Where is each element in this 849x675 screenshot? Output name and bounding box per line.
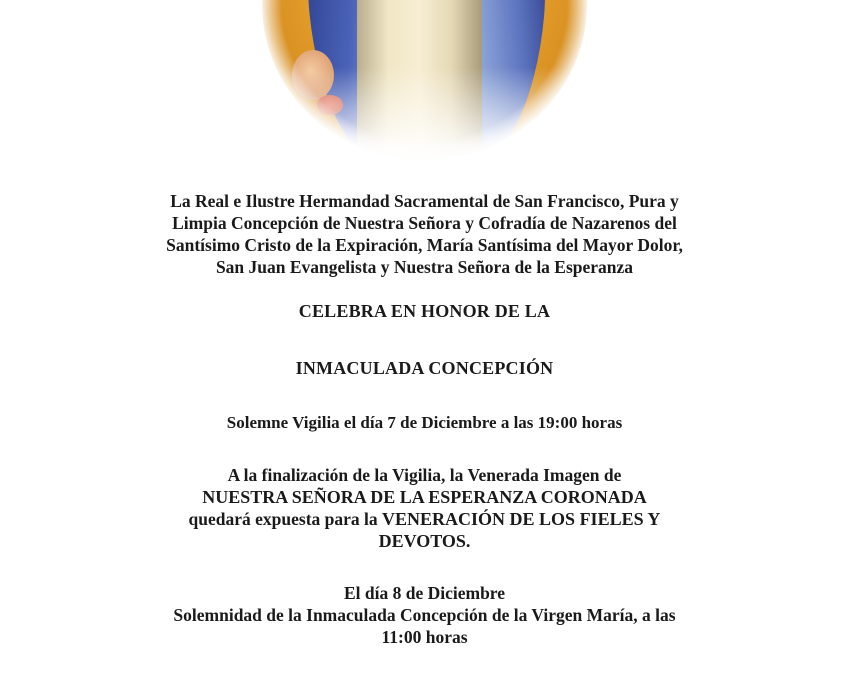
vigil-schedule: Solemne Vigilia el día 7 de Diciembre a las 19:00 horas [226,413,623,432]
intro-line: Limpia Concepción de Nuestra Señora y Cofradía de Nazarenos del [172,213,677,233]
image-name: NUESTRA SEÑORA DE LA ESPERANZA CORONADA [202,487,647,507]
announcement-text [0,190,849,648]
intro-line: San Juan Evangelista y Nuestra Señora de la Esperanza [215,257,634,277]
intro-line: La Real e Ilustre Hermandad Sacramental de San Francisco, Pura y [170,191,679,211]
heading-celebra: CELEBRA EN HONOR DE LA [298,301,551,321]
vignette-fade [262,0,587,160]
heading-inmaculada: INMACULADA CONCEPCIÓN [295,358,554,378]
intro-line: Santísimo Cristo de la Expiración, María Santísima del Mayor Dolor, [166,235,683,255]
faint-footer-mark [320,664,530,670]
brotherhood-name [0,190,849,278]
exposition-line [0,508,849,530]
immaculate-conception-painting [262,0,587,160]
solemnity-title: Solemnidad de la Inmaculada Concepción de la Virgen María, a las [173,605,676,625]
veneration-text: VENERACIÓN DE LOS FIELES Y [382,509,661,529]
solemnity-time: 11:00 horas [381,627,468,647]
exposition-line: A la finalización de la Vigilia, la Venerada Imagen de [227,465,622,485]
exposition-prefix: quedará expuesta para la [188,509,383,529]
solemnity-schedule [0,582,849,648]
exposition-notice [0,464,849,552]
exposition-line: DEVOTOS. [378,531,471,551]
solemnity-date: El día 8 de Diciembre [343,583,506,603]
